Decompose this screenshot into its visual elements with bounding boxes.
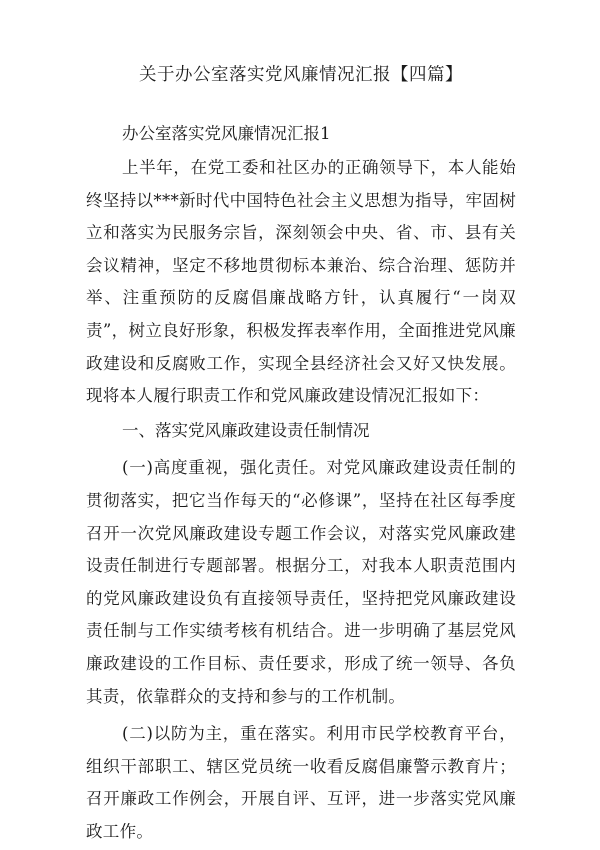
paragraph-section-1-2: (二)以防为主，重在落实。利用市民学校教育平台，组织干部职工、辖区党员统一收看反腐倡廉警示教育片；召开廉政工作例会，开展自评、互评，进一步落实党风廉政工作。 [86,724,516,841]
document-title: 关于办公室落实党风廉情况汇报【四篇】 [139,65,463,85]
paragraph-intro: 上半年，在党工委和社区办的正确领导下，本人能始终坚持以***新时代中国特色社会主义思想为指导，牢固树立和落实为民服务宗旨，深刻领会中央、省、市、县有关会议精神，坚定不移地贯彻标本兼治、综合治理、惩防并举、注重预防的反腐倡廉战略方针，认真履行“一岗双责”，树立良好形象，积极发挥表率作用，全面推进党风廉政建设和反腐败工作，实现全县经济社会又好又快发展。现将本人履行职责工作和党风廉政建设情况汇报如下： [86,158,516,406]
paragraph-section-1-1: (一)高度重视，强化责任。对党风廉政建设责任制的贯彻落实，把它当作每天的“必修课”，坚持在社区每季度召开一次党风廉政建设专题工作会议，对落实党风廉政建设责任制进行专题部署。根据分工，对我本人职责范围内的党风廉政建设负有直接领导责任，坚持把党风廉政建设责任制与工作实绩考核有机结合。进一步明确了基层党风廉政建设的工作目标、责任要求，形成了统一领导、各负其责，依靠群众的支持和参与的工作机制。 [86,458,516,706]
report-subtitle: 办公室落实党风廉情况汇报1 [122,124,331,143]
section-heading-1: 一、落实党风廉政建设责任制情况 [122,420,370,440]
